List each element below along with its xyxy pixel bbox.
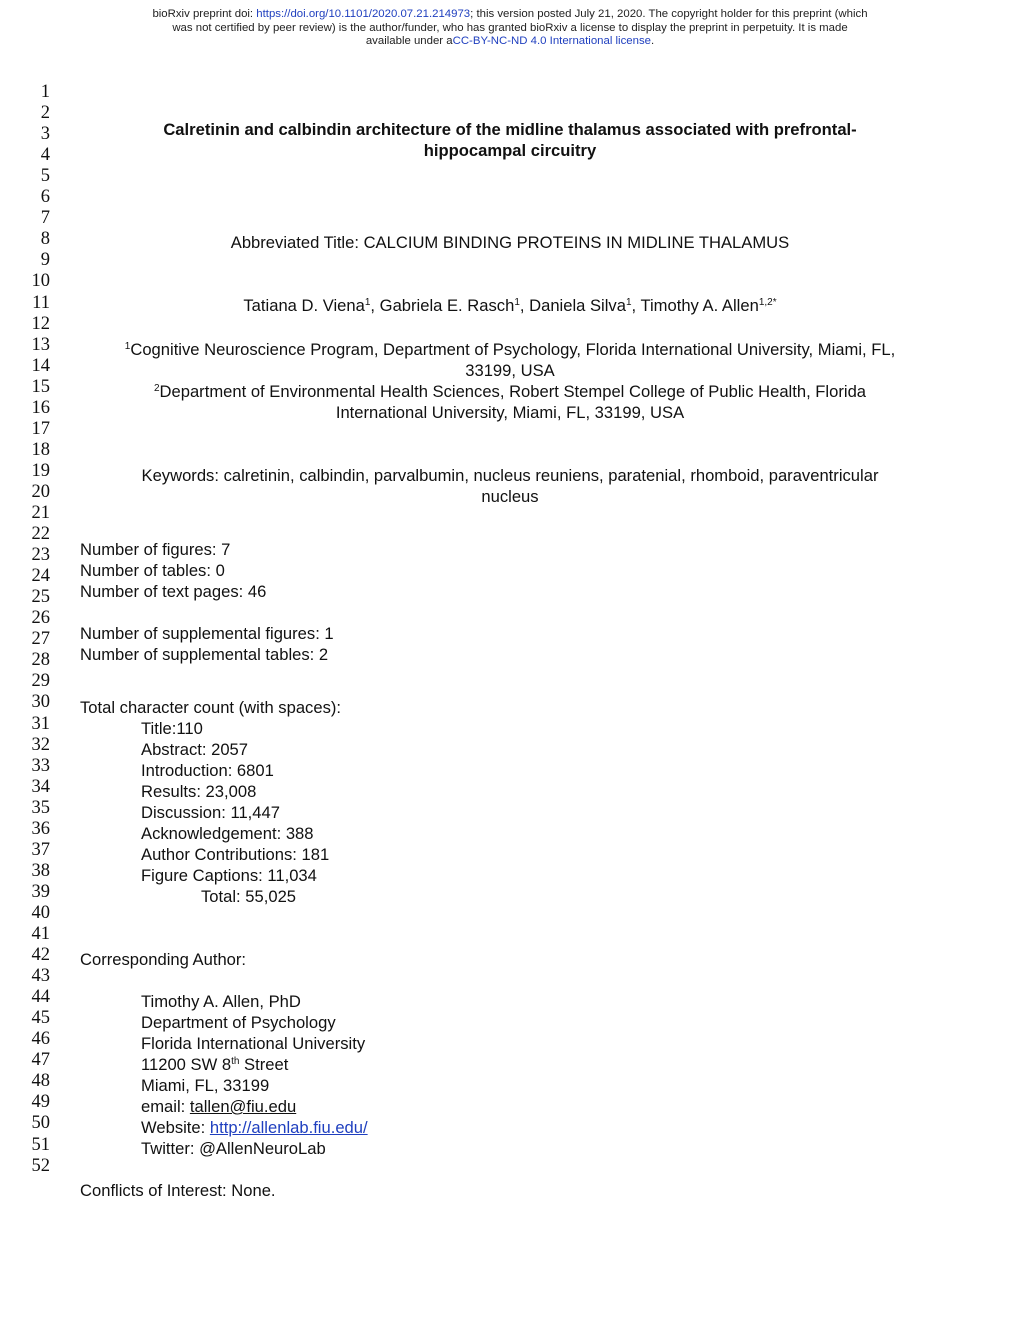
- line-number: 27: [31, 629, 50, 650]
- line-number: 38: [31, 860, 50, 881]
- character-count-item: Introduction: 6801: [141, 761, 274, 780]
- website-label: Website:: [141, 1118, 210, 1137]
- line-number: 33: [31, 755, 50, 776]
- line-number: 43: [31, 966, 50, 987]
- banner-line-3: [0, 35, 1020, 49]
- affiliation-2-line-2: International University, Miami, FL, 33199, USA: [335, 403, 685, 422]
- preprint-banner: [0, 8, 1020, 49]
- line-number: 39: [31, 881, 50, 902]
- corresponding-author-city: Miami, FL, 33199: [141, 1076, 270, 1095]
- line-number: 14: [31, 355, 50, 376]
- affiliation-1-sup: 1: [124, 341, 131, 352]
- banner-suffix: ; this version posted July 21, 2020. The copyright holder for this preprint (which: [470, 8, 868, 20]
- author-name: Timothy A. Allen: [640, 296, 759, 315]
- character-count-item: Abstract: 2057: [141, 740, 249, 759]
- number-of-text-pages: Number of text pages: 46: [80, 582, 267, 601]
- affiliation-1-line-2: 33199, USA: [465, 361, 555, 380]
- line-number: 46: [31, 1029, 50, 1050]
- line-number: 19: [31, 460, 50, 481]
- line-number: 32: [31, 734, 50, 755]
- line-number: 22: [31, 524, 50, 545]
- author-name: Daniela Silva: [529, 296, 626, 315]
- conflicts-of-interest: Conflicts of Interest: None.: [80, 1181, 276, 1200]
- author-name: Tatiana D. Viena: [243, 296, 365, 315]
- corresponding-author-name: Timothy A. Allen, PhD: [141, 992, 301, 1011]
- author-affiliation-sup: 1: [625, 297, 632, 308]
- line-number: 44: [31, 987, 50, 1008]
- author-name: Gabriela E. Rasch: [379, 296, 515, 315]
- author-separator: ,: [631, 296, 641, 315]
- street-number: 11200 SW 8: [141, 1055, 232, 1074]
- number-of-supplemental-tables: Number of supplemental tables: 2: [80, 645, 329, 664]
- line-number: 21: [31, 503, 50, 523]
- line-number: 25: [31, 587, 50, 608]
- line-number: 36: [31, 818, 50, 839]
- line-number: 23: [31, 545, 50, 566]
- author-separator: ,: [370, 296, 380, 315]
- character-count-item: Acknowledgement: 388: [141, 824, 314, 843]
- line-number: 3: [40, 124, 50, 145]
- line-number: 47: [31, 1050, 50, 1071]
- banner-license-prefix: available under a: [365, 35, 453, 48]
- author-affiliation-sup: 1: [514, 297, 520, 308]
- line-number: 40: [31, 902, 50, 923]
- author-separator: ,: [519, 296, 530, 315]
- line-number: 30: [31, 692, 50, 713]
- keywords-line-1: Keywords: calretinin, calbindin, parvalbumin, nucleus reuniens, paratenial, rhomboid, paraventricular: [141, 466, 879, 485]
- street-ordinal-sup: th: [231, 1056, 240, 1067]
- street-name: Street: [239, 1055, 289, 1074]
- line-number: 34: [31, 776, 50, 797]
- number-of-figures: Number of figures: 7: [80, 540, 231, 559]
- line-number: 5: [40, 166, 50, 187]
- affiliation-1-text: Cognitive Neuroscience Program, Department of Psychology, Florida International University, Miami, FL,: [130, 340, 896, 359]
- character-count-item: Results: 23,008: [141, 782, 257, 801]
- number-of-supplemental-figures: Number of supplemental figures: 1: [80, 624, 334, 643]
- license-link[interactable]: CC-BY-NC-ND 4.0 International license: [452, 35, 651, 48]
- line-number: 24: [31, 566, 50, 587]
- line-number: 2: [40, 103, 50, 124]
- corresponding-author-street: [141, 1054, 841, 1075]
- website-link[interactable]: http://allenlab.fiu.edu/: [209, 1118, 368, 1137]
- line-number: 51: [31, 1134, 50, 1155]
- number-of-tables: Number of tables: 0: [80, 561, 225, 580]
- line-number: 1: [40, 82, 50, 102]
- keywords-line-2: nucleus: [481, 487, 539, 506]
- abbreviated-title: Abbreviated Title: CALCIUM BINDING PROTEINS IN MIDLINE THALAMUS: [230, 233, 790, 252]
- character-count-item: Discussion: 11,447: [141, 803, 280, 822]
- email-label: email:: [141, 1097, 190, 1116]
- author-affiliation-sup: 1,2*: [758, 297, 777, 308]
- email-link[interactable]: tallen@fiu.edu: [189, 1097, 297, 1116]
- doi-link[interactable]: https://doi.org/10.1101/2020.07.21.214973: [256, 8, 471, 20]
- line-number: 7: [40, 208, 50, 229]
- banner-line-1: [0, 8, 1020, 22]
- banner-license-suffix: .: [650, 35, 655, 48]
- affiliation-2-text: Department of Environmental Health Sciences, Robert Stempel College of Public Health, Florida: [159, 382, 867, 401]
- banner-line-2: was not certified by peer review) is the author/funder, who has granted bioRxiv a license to display the preprint in perpetuity. It is made: [172, 21, 848, 34]
- corresponding-author-department: Department of Psychology: [141, 1013, 336, 1032]
- line-number: 37: [31, 839, 50, 860]
- banner-prefix: bioRxiv preprint doi:: [152, 8, 257, 20]
- character-count-item: Author Contributions: 181: [141, 845, 330, 864]
- line-number: 11: [32, 292, 50, 313]
- title-line-1: Calretinin and calbindin architecture of the midline thalamus associated with prefrontal-: [163, 120, 857, 139]
- affiliation-1-line-1: [80, 339, 940, 360]
- line-number: 50: [31, 1113, 50, 1134]
- character-count-item: Title:110: [141, 719, 203, 738]
- line-number: 9: [40, 250, 50, 271]
- line-number: 26: [31, 608, 50, 629]
- corresponding-author-twitter: Twitter: @AllenNeuroLab: [141, 1139, 326, 1158]
- corresponding-author-website-row: [141, 1117, 841, 1138]
- corresponding-author-university: Florida International University: [141, 1034, 366, 1053]
- affiliation-2-line-1: [80, 381, 940, 402]
- line-number: 4: [40, 145, 50, 166]
- corresponding-author-heading: Corresponding Author:: [80, 950, 247, 969]
- corresponding-author-email-row: [141, 1096, 841, 1117]
- line-number: 6: [40, 187, 50, 208]
- line-number: 20: [31, 481, 50, 502]
- line-number: 10: [31, 271, 50, 292]
- line-number: 41: [31, 924, 50, 944]
- character-count-item: Figure Captions: 11,034: [141, 866, 317, 885]
- line-number: 45: [31, 1008, 50, 1029]
- line-number: 48: [31, 1071, 50, 1092]
- affiliation-2-sup: 2: [153, 383, 160, 394]
- line-number: 16: [31, 397, 50, 418]
- line-number: 13: [31, 334, 50, 355]
- line-number: 42: [31, 945, 50, 966]
- line-number: 28: [31, 650, 50, 671]
- line-number: 29: [31, 671, 50, 692]
- line-number: 31: [31, 713, 50, 734]
- title-line-2: hippocampal circuitry: [423, 141, 597, 160]
- character-count-heading: Total character count (with spaces):: [80, 698, 342, 717]
- character-count-total: Total: 55,025: [201, 887, 297, 906]
- author-list: [80, 295, 940, 316]
- line-number: 49: [31, 1092, 50, 1113]
- line-number: 15: [31, 376, 50, 397]
- line-number: 18: [31, 439, 50, 460]
- author-affiliation-sup: 1: [364, 297, 371, 308]
- line-number: 17: [31, 418, 50, 439]
- line-number: 52: [31, 1155, 50, 1176]
- line-number: 35: [31, 797, 50, 818]
- line-number: 8: [40, 229, 50, 250]
- line-number: 12: [31, 313, 50, 334]
